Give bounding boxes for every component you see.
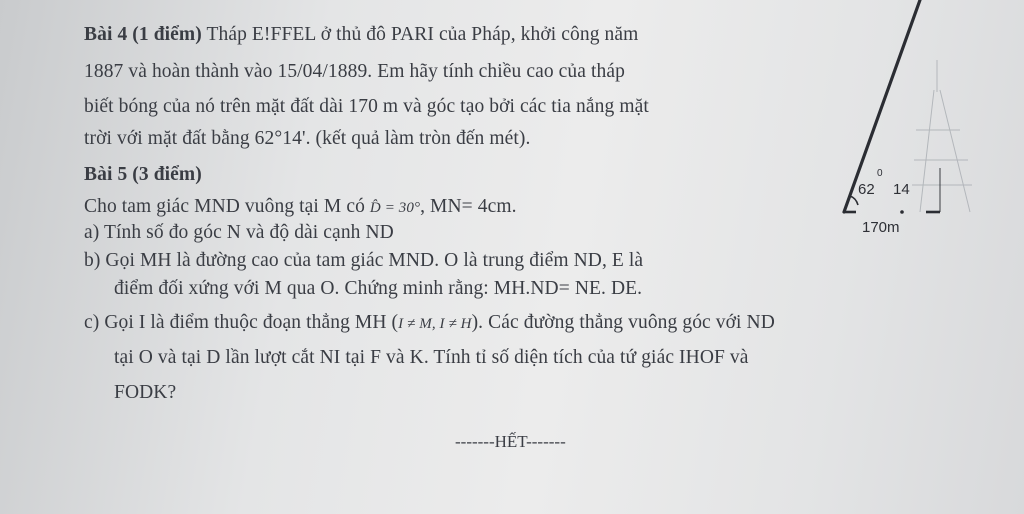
bai5-part-c-text: c) Gọi I là điểm thuộc đoạn thẳng MH ( [84, 312, 399, 333]
bai5-intro-text: Cho tam giác MND vuông tại M có [84, 196, 370, 217]
tower-sketch [912, 60, 972, 212]
eiffel-tower-figure [820, 0, 1020, 235]
bai5-part-b-line-2: điểm đối xứng với M qua O. Chứng minh rằng: MH.ND= NE. DE. [114, 278, 643, 299]
tower-left-leg [920, 90, 934, 212]
bai5-angle-d: D̂ = 30° [369, 200, 421, 216]
bai5-part-c-line-1 [84, 312, 775, 334]
angle-arc [850, 196, 858, 205]
bai4-line-4: trời với mặt đất bằng 62°14'. (kết quả làm tròn đến mét). [84, 128, 531, 149]
bai4-heading: Bài 4 (1 điểm) [84, 24, 202, 45]
bai5-intro-end: , MN= 4cm. [420, 196, 517, 217]
ground-center-dot [900, 210, 904, 214]
bai4-line-3: biết bóng của nó trên mặt đất dài 170 m và góc tạo bởi các tia nắng mặt [84, 96, 649, 117]
bai5-part-a: a) Tính số đo góc N và độ dài cạnh ND [84, 222, 394, 243]
bai5-part-c-line-3: FODK? [114, 382, 177, 403]
tower-right-leg [940, 90, 970, 212]
angle-degree-sign: 0 [877, 168, 883, 179]
angle-minutes-label: 14 [893, 181, 910, 198]
bai5-intro [84, 196, 517, 218]
end-marker: -------HẾT------- [455, 432, 566, 451]
bai4-line-1-text: Tháp E!FFEL ở thủ đô PARI của Pháp, khởi công năm [201, 24, 639, 45]
bai5-part-c-condition: I ≠ M, I ≠ H [398, 316, 472, 332]
bai5-part-b-line-1: b) Gọi MH là đường cao của tam giác MND. O là trung điểm ND, E là [84, 250, 644, 271]
bai5-heading: Bài 5 (3 điểm) [84, 164, 202, 185]
shadow-length-label: 170m [862, 219, 900, 236]
bai4-line-2: 1887 và hoàn thành vào 15/04/1889. Em hãy tính chiều cao của tháp [84, 61, 625, 82]
bai5-part-c-line-2: tại O và tại D lần lượt cắt NI tại F và K. Tính tỉ số diện tích của tứ giác IHOF và [114, 347, 749, 368]
angle-degrees-label: 62 [858, 181, 875, 198]
bai4-line-1 [84, 24, 638, 46]
bai5-part-c-text-end: ). Các đường thẳng vuông góc với ND [471, 312, 775, 333]
